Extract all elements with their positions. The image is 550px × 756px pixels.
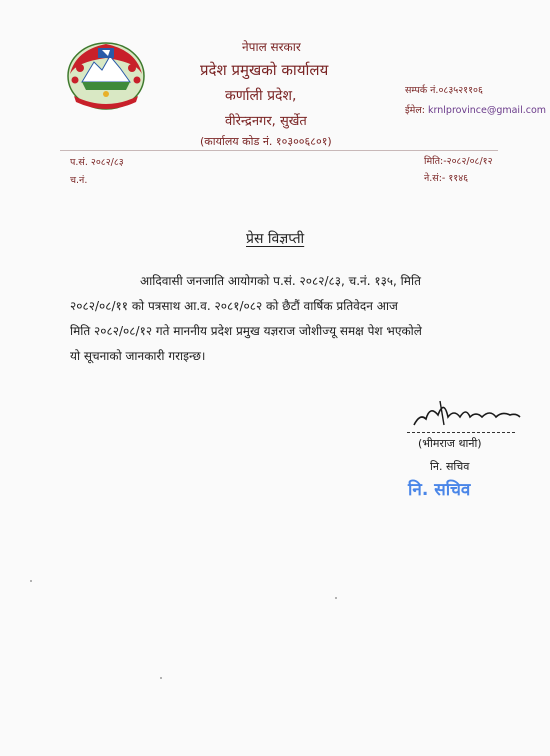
office-location: वीरेन्द्रनगर, सुर्खेत (225, 114, 307, 129)
notice-line: आदिवासी जनजाति आयोगको प.सं. २०८२/८३, च.नं. १३५, मिति (140, 274, 421, 288)
contact-phone: सम्पर्क नं.०८३५२११०६ (405, 85, 483, 96)
email-label: ईमेल: (405, 105, 425, 116)
reference-ns: ने.सं:- ११४६ (424, 173, 469, 184)
handwritten-signature (410, 395, 522, 429)
reference-date: मिति:-२०८२/०८/१२ (424, 156, 493, 167)
paper-speck (160, 677, 162, 679)
province-name: कर्णाली प्रदेश, (225, 88, 297, 104)
office-name: प्रदेश प्रमुखको कार्यालय (200, 61, 329, 79)
stamp-text: नि. सचिव (408, 480, 471, 500)
header-divider (60, 150, 498, 151)
government-name: नेपाल सरकार (242, 40, 301, 54)
signatory-name: (भीमराज थानी) (418, 437, 482, 450)
notice-line: मिति २०८२/०८/१२ गते माननीय प्रदेश प्रमुख यज्ञराज जोशीज्यू समक्ष पेश भएकोले (70, 324, 422, 338)
office-code: (कार्यालय कोड नं. १०३००६८०१) (200, 135, 332, 148)
notice-title: प्रेस विज्ञप्ती (246, 231, 305, 247)
signature-line (407, 432, 515, 433)
nepal-emblem-icon (64, 38, 148, 112)
reference-ps: प.सं. २०८२/८३ (70, 157, 124, 168)
notice-line: यो सूचनाको जानकारी गराइन्छ। (70, 349, 206, 363)
email-address[interactable]: krnlprovince@gmail.com (428, 105, 547, 116)
signatory-designation: नि. सचिव (430, 460, 470, 473)
designation-stamp (406, 474, 504, 502)
contact-email-row (405, 103, 546, 116)
reference-cn: च.नं. (70, 175, 88, 186)
notice-body (70, 269, 520, 369)
paper-speck (30, 580, 32, 582)
paper-speck (335, 597, 337, 599)
notice-line: २०८२/०८/११ को पत्रसाथ आ.व. २०८१/०८२ को छैटौं वार्षिक प्रतिवेदन आज (70, 299, 398, 313)
